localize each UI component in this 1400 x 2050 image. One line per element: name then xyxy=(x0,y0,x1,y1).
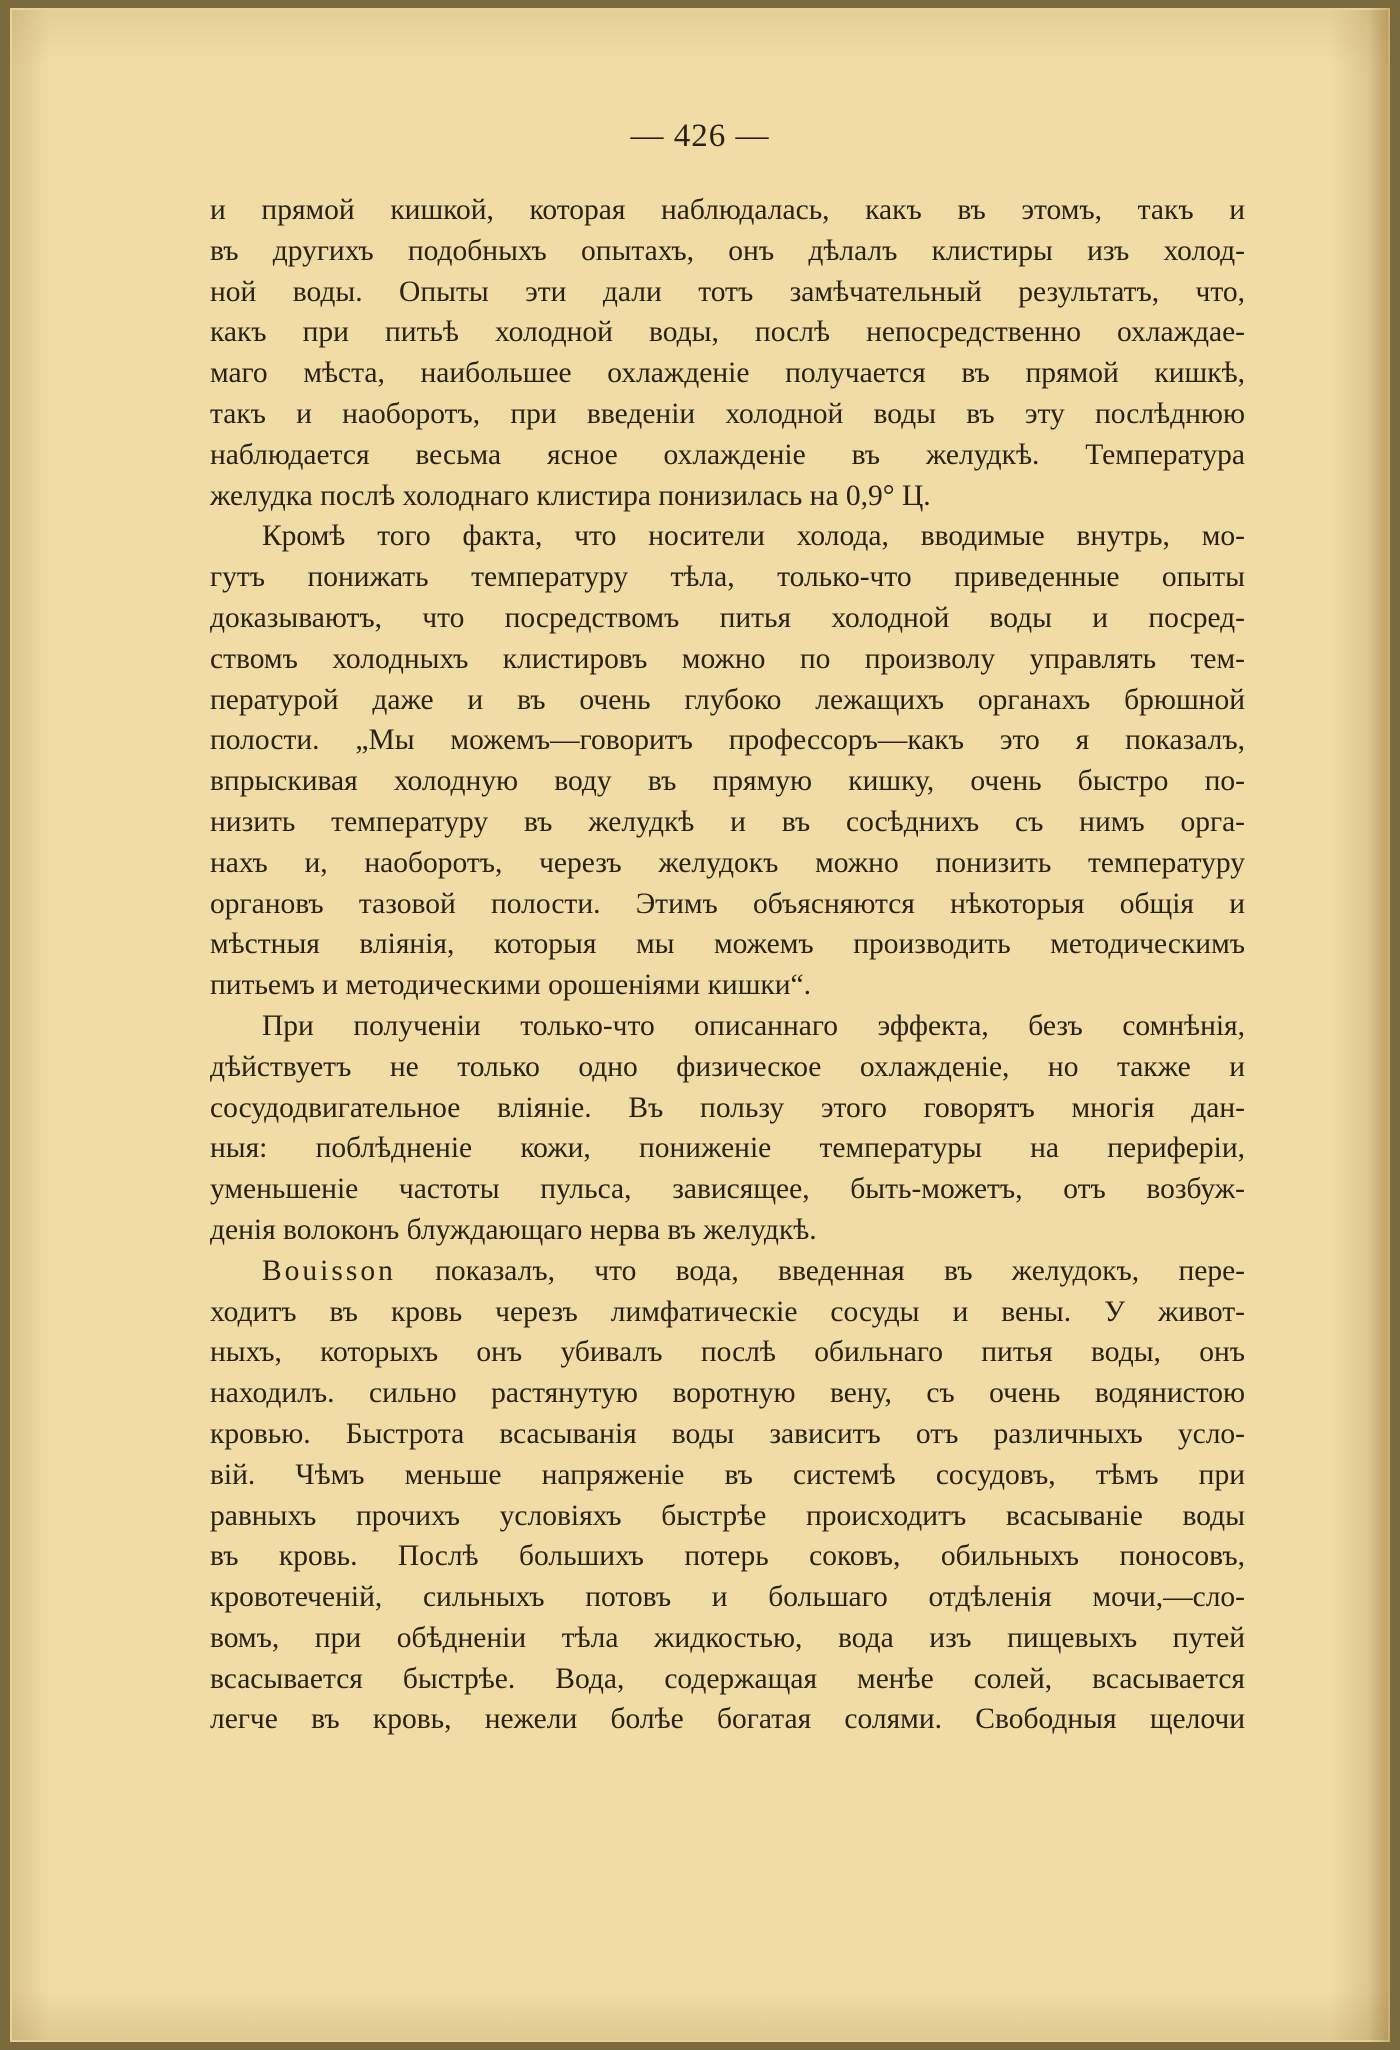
text-line: всасывается быстрѣе. Вода, содержащая менѣе солей, всасывается xyxy=(210,1662,1245,1695)
text-line: находилъ. сильно растянутую воротную вену, съ очень водянистою xyxy=(210,1377,1245,1410)
text-line: вій. Чѣмъ меньше напряженіе въ системѣ сосудовъ, тѣмъ при xyxy=(210,1458,1245,1491)
text-line: кровотеченій, сильныхъ потовъ и большаго отдѣленія мочи,—сло- xyxy=(210,1581,1245,1614)
text-line: кровью. Быстрота всасыванія воды зависитъ отъ различныхъ усло- xyxy=(210,1417,1245,1450)
text-line: Кромѣ того факта, что носители холода, вводимые внутрь, мо- xyxy=(262,520,1245,553)
text-line: ныя: поблѣдненіе кожи, пониженіе температуры на периферіи, xyxy=(210,1132,1245,1165)
text-line: ходитъ въ кровь черезъ лимфатическіе сосуды и вены. У живот- xyxy=(210,1295,1245,1328)
text-line-with-name xyxy=(210,1251,1245,1292)
text-line: маго мѣста, наибольшее охлажденіе получается въ прямой кишкѣ, xyxy=(210,357,1245,390)
text-line: При полученіи только-что описаннаго эффекта, безъ сомнѣнія, xyxy=(262,1009,1245,1042)
text-line: нахъ и, наоборотъ, черезъ желудокъ можно понизить температуру xyxy=(210,846,1245,879)
text-line: такъ и наоборотъ, при введеніи холодной воды въ эту послѣднюю xyxy=(210,397,1245,430)
page-number: — 426 — xyxy=(630,118,770,154)
text-line: желудка послѣ холоднаго клистира понизилась на 0,9° Ц. xyxy=(210,479,931,512)
text-line: доказываютъ, что посредствомъ питья холодной воды и посред- xyxy=(210,601,1245,634)
text-line: питьемъ и методическими орошеніями кишки“. xyxy=(210,969,812,1002)
author-name: Bouisson xyxy=(262,1254,396,1287)
text-line: сосудодвигательное вліяніе. Въ пользу этого говорятъ многія дан- xyxy=(210,1091,1245,1124)
text-line: легче въ кровь, нежели болѣе богатая солями. Свободныя щелочи xyxy=(210,1703,1245,1736)
page-edge-shadow xyxy=(1368,8,1390,2042)
text-line: вомъ, при обѣдненіи тѣла жидкостью, вода изъ пищевыхъ путей xyxy=(210,1621,1245,1654)
text-line: низить температуру въ желудкѣ и въ сосѣднихъ съ нимъ орга- xyxy=(210,805,1245,838)
text-line: уменьшеніе частоты пульса, зависящее, быть-можетъ, отъ возбуж- xyxy=(210,1173,1245,1206)
text-line: гутъ понижать температуру тѣла, только-что приведенные опыты xyxy=(210,561,1245,594)
text-line: полости. „Мы можемъ—говоритъ профессоръ—какъ это я показалъ, xyxy=(210,724,1245,757)
text-line: денія волоконъ блуждающаго нерва въ желудкѣ. xyxy=(210,1213,817,1246)
text-line: ной воды. Опыты эти дали тотъ замѣчательный результатъ, что, xyxy=(210,275,1245,308)
text-line: мѣстныя вліянія, которыя мы можемъ производить методическимъ xyxy=(210,928,1245,961)
text-line: равныхъ прочихъ условіяхъ быстрѣе происходитъ всасываніе воды xyxy=(210,1499,1245,1532)
text-line: въ другихъ подобныхъ опытахъ, онъ дѣлалъ клистиры изъ холод- xyxy=(210,234,1245,267)
body-text xyxy=(210,190,1245,1740)
text-line: впрыскивая холодную воду въ прямую кишку, очень быстро по- xyxy=(210,765,1245,798)
text-line: и прямой кишкой, которая наблюдалась, какъ въ этомъ, такъ и xyxy=(210,194,1245,226)
text-line: дѣйствуетъ не только одно физическое охлажденіе, но также и xyxy=(210,1050,1245,1083)
text-line: ныхъ, которыхъ онъ убивалъ послѣ обильнаго питья воды, онъ xyxy=(210,1336,1245,1369)
text-line: ствомъ холодныхъ клистировъ можно по произволу управлять тем- xyxy=(210,642,1245,675)
text-line: въ кровь. Послѣ большихъ потерь соковъ, обильныхъ поносовъ, xyxy=(210,1540,1245,1573)
text-line: органовъ тазовой полости. Этимъ объясняются нѣкоторыя общія и xyxy=(210,887,1245,920)
text-line-rest: показалъ, что вода, введенная въ желудокъ, пере- xyxy=(435,1254,1245,1287)
text-line: какъ при питьѣ холодной воды, послѣ непосредственно охлаждае- xyxy=(210,316,1245,349)
text-line: наблюдается весьма ясное охлажденіе въ желудкѣ. Температура xyxy=(210,438,1245,471)
text-line: пературой даже и въ очень глубоко лежащихъ органахъ брюшной xyxy=(210,683,1245,716)
